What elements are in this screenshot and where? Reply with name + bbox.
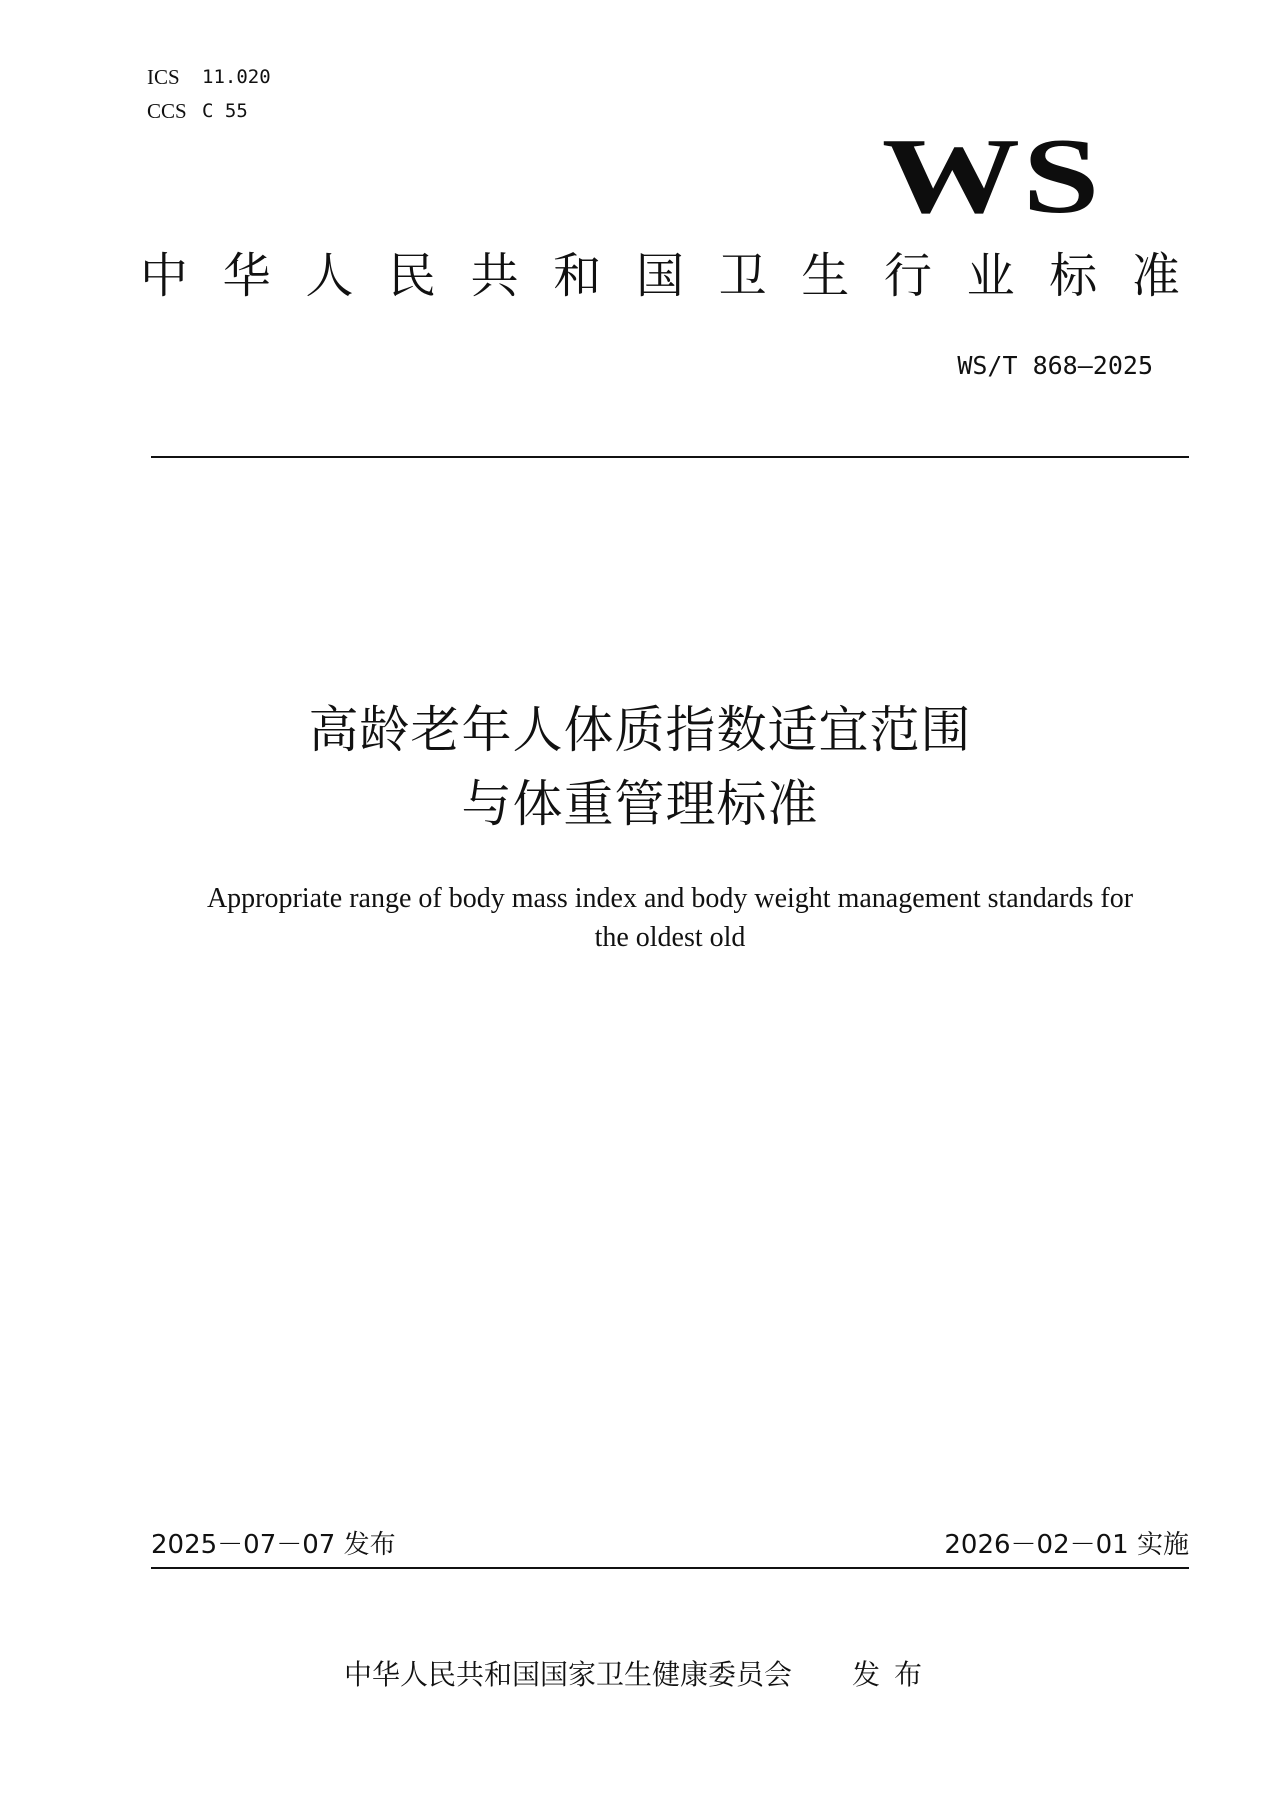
- ics-label: ICS: [147, 65, 180, 89]
- issuer-line: [0, 1655, 1280, 1695]
- ics-row: [147, 60, 271, 94]
- standard-type-char: 行: [883, 248, 932, 304]
- standard-type-char: 人: [305, 248, 354, 304]
- publish-date: 2025－07－07 发布: [151, 1530, 396, 1560]
- ccs-label: CCS: [147, 99, 187, 123]
- standard-type-char: 和: [553, 248, 602, 304]
- header-divider: [151, 456, 1189, 458]
- standard-type-char: 卫: [718, 248, 767, 304]
- ccs-value: C 55: [202, 100, 248, 122]
- title-chinese: [0, 693, 1280, 841]
- standard-type-char: 中: [140, 248, 189, 304]
- standard-type-char: 标: [1049, 248, 1098, 304]
- ws-logo: WS: [881, 117, 1102, 236]
- standard-type-char: 民: [387, 248, 436, 304]
- issuer-name: 中华人民共和国国家卫生健康委员会: [343, 1658, 792, 1691]
- ics-value: 11.020: [202, 66, 271, 88]
- standard-type-char: 业: [966, 248, 1015, 304]
- implement-date: 2026－02－01 实施: [944, 1530, 1189, 1560]
- title-chinese-line-1: 高龄老年人体质指数适宜范围: [308, 701, 972, 759]
- date-line: [151, 1528, 1189, 1562]
- standard-type-char: 国: [635, 248, 684, 304]
- standard-type-char: 华: [222, 248, 271, 304]
- title-english: [160, 879, 1180, 957]
- standard-type-char: 共: [470, 248, 519, 304]
- ccs-row: [147, 94, 271, 128]
- footer-divider: [151, 1567, 1189, 1569]
- standard-type-char: 准: [1131, 248, 1180, 304]
- standard-number: WS/T 868—2025: [957, 351, 1153, 380]
- title-english-line-1: Appropriate range of body mass index and body weight management standards for: [206, 883, 1134, 914]
- issuer-action: 发布: [852, 1658, 937, 1691]
- title-english-line-2: the oldest old: [594, 922, 746, 953]
- standard-type-heading: [140, 246, 1180, 306]
- classification-codes: [147, 60, 271, 128]
- title-chinese-line-2: 与体重管理标准: [461, 775, 819, 833]
- standard-type-char: 生: [801, 248, 850, 304]
